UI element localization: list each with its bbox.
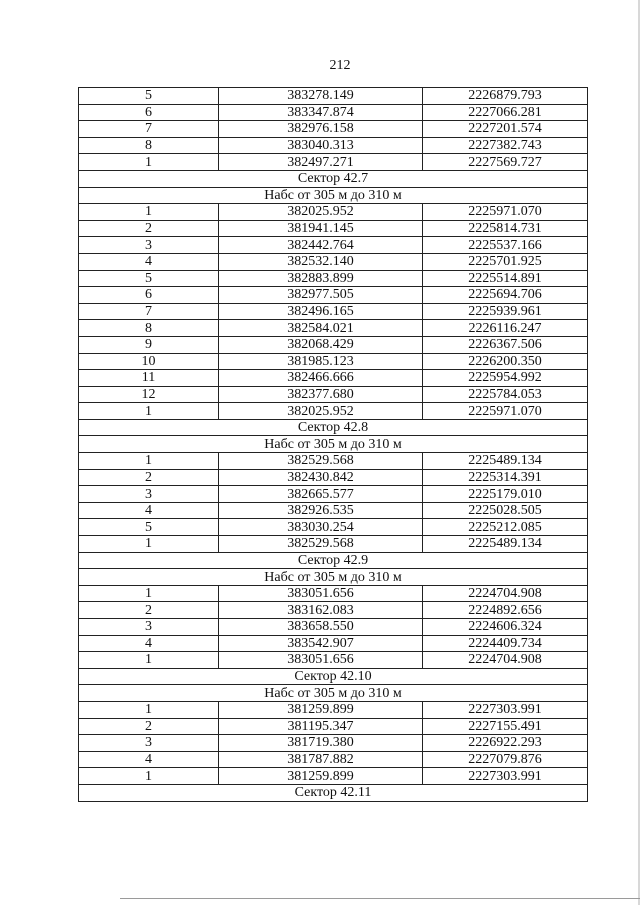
x-coordinate-cell: 382025.952	[219, 204, 423, 221]
coordinates-table	[78, 87, 588, 802]
table-row	[79, 204, 588, 221]
x-coordinate-cell: 382377.680	[219, 386, 423, 403]
sector-title: Сектор 42.8	[79, 419, 588, 436]
y-coordinate-cell: 2225028.505	[423, 502, 588, 519]
x-coordinate-cell: 382977.505	[219, 287, 423, 304]
x-coordinate-cell: 383040.313	[219, 137, 423, 154]
sector-height-row	[79, 187, 588, 204]
table-row	[79, 320, 588, 337]
page-number: 212	[329, 58, 351, 73]
sector-height-range: Набс от 305 м до 310 м	[79, 569, 588, 586]
y-coordinate-cell: 2227569.727	[423, 154, 588, 171]
table-row	[79, 336, 588, 353]
point-number-cell: 4	[79, 502, 219, 519]
y-coordinate-cell: 2226922.293	[423, 735, 588, 752]
table-row	[79, 453, 588, 470]
point-number-cell: 6	[79, 104, 219, 121]
scan-edge-bottom	[120, 898, 640, 899]
point-number-cell: 11	[79, 370, 219, 387]
point-number-cell: 7	[79, 121, 219, 138]
y-coordinate-cell: 2225971.070	[423, 403, 588, 420]
point-number-cell: 3	[79, 486, 219, 503]
point-number-cell: 3	[79, 237, 219, 254]
sector-title-row	[79, 552, 588, 569]
table-row	[79, 619, 588, 636]
point-number-cell: 9	[79, 336, 219, 353]
y-coordinate-cell: 2225701.925	[423, 253, 588, 270]
sector-title-row	[79, 784, 588, 801]
table-row	[79, 735, 588, 752]
point-number-cell: 1	[79, 154, 219, 171]
y-coordinate-cell: 2225694.706	[423, 287, 588, 304]
sector-title-row	[79, 668, 588, 685]
point-number-cell: 10	[79, 353, 219, 370]
point-number-cell: 1	[79, 453, 219, 470]
point-number-cell: 4	[79, 635, 219, 652]
x-coordinate-cell: 381719.380	[219, 735, 423, 752]
point-number-cell: 1	[79, 403, 219, 420]
point-number-cell: 1	[79, 652, 219, 669]
table-row	[79, 469, 588, 486]
y-coordinate-cell: 2224704.908	[423, 585, 588, 602]
point-number-cell: 2	[79, 469, 219, 486]
x-coordinate-cell: 383030.254	[219, 519, 423, 536]
x-coordinate-cell: 381259.899	[219, 701, 423, 718]
y-coordinate-cell: 2225971.070	[423, 204, 588, 221]
x-coordinate-cell: 381985.123	[219, 353, 423, 370]
y-coordinate-cell: 2225489.134	[423, 453, 588, 470]
table-row	[79, 154, 588, 171]
sector-height-range: Набс от 305 м до 310 м	[79, 685, 588, 702]
y-coordinate-cell: 2224892.656	[423, 602, 588, 619]
x-coordinate-cell: 381259.899	[219, 768, 423, 785]
table-row	[79, 370, 588, 387]
coordinates-table-body	[79, 88, 588, 802]
x-coordinate-cell: 382665.577	[219, 486, 423, 503]
point-number-cell: 2	[79, 602, 219, 619]
table-row	[79, 585, 588, 602]
point-number-cell: 5	[79, 270, 219, 287]
point-number-cell: 12	[79, 386, 219, 403]
x-coordinate-cell: 383658.550	[219, 619, 423, 636]
y-coordinate-cell: 2225489.134	[423, 536, 588, 553]
point-number-cell: 1	[79, 204, 219, 221]
sector-title: Сектор 42.11	[79, 784, 588, 801]
y-coordinate-cell: 2227201.574	[423, 121, 588, 138]
y-coordinate-cell: 2226879.793	[423, 88, 588, 105]
sector-height-row	[79, 569, 588, 586]
x-coordinate-cell: 382025.952	[219, 403, 423, 420]
table-row	[79, 237, 588, 254]
table-row	[79, 519, 588, 536]
point-number-cell: 8	[79, 137, 219, 154]
table-row	[79, 502, 588, 519]
y-coordinate-cell: 2227155.491	[423, 718, 588, 735]
sector-title: Сектор 42.9	[79, 552, 588, 569]
x-coordinate-cell: 383347.874	[219, 104, 423, 121]
table-row	[79, 253, 588, 270]
y-coordinate-cell: 2225814.731	[423, 220, 588, 237]
y-coordinate-cell: 2224704.908	[423, 652, 588, 669]
sector-height-range: Набс от 305 м до 310 м	[79, 436, 588, 453]
y-coordinate-cell: 2225954.992	[423, 370, 588, 387]
y-coordinate-cell: 2225939.961	[423, 303, 588, 320]
point-number-cell: 6	[79, 287, 219, 304]
x-coordinate-cell: 381787.882	[219, 751, 423, 768]
table-row	[79, 303, 588, 320]
point-number-cell: 8	[79, 320, 219, 337]
x-coordinate-cell: 382883.899	[219, 270, 423, 287]
sector-height-range: Набс от 305 м до 310 м	[79, 187, 588, 204]
point-number-cell: 3	[79, 735, 219, 752]
table-row	[79, 88, 588, 105]
x-coordinate-cell: 382926.535	[219, 502, 423, 519]
point-number-cell: 4	[79, 751, 219, 768]
x-coordinate-cell: 382976.158	[219, 121, 423, 138]
sector-title-row	[79, 419, 588, 436]
y-coordinate-cell: 2225514.891	[423, 270, 588, 287]
table-row	[79, 718, 588, 735]
table-row	[79, 386, 588, 403]
point-number-cell: 3	[79, 619, 219, 636]
y-coordinate-cell: 2227303.991	[423, 768, 588, 785]
table-row	[79, 287, 588, 304]
sector-title: Сектор 42.10	[79, 668, 588, 685]
table-row	[79, 403, 588, 420]
y-coordinate-cell: 2225537.166	[423, 237, 588, 254]
table-row	[79, 701, 588, 718]
point-number-cell: 2	[79, 220, 219, 237]
table-row	[79, 635, 588, 652]
table-row	[79, 121, 588, 138]
x-coordinate-cell: 383278.149	[219, 88, 423, 105]
point-number-cell: 2	[79, 718, 219, 735]
point-number-cell: 1	[79, 768, 219, 785]
x-coordinate-cell: 382430.842	[219, 469, 423, 486]
point-number-cell: 5	[79, 88, 219, 105]
x-coordinate-cell: 383051.656	[219, 652, 423, 669]
point-number-cell: 4	[79, 253, 219, 270]
y-coordinate-cell: 2225212.085	[423, 519, 588, 536]
point-number-cell: 1	[79, 701, 219, 718]
sector-title: Сектор 42.7	[79, 170, 588, 187]
x-coordinate-cell: 382496.165	[219, 303, 423, 320]
y-coordinate-cell: 2226200.350	[423, 353, 588, 370]
y-coordinate-cell: 2224606.324	[423, 619, 588, 636]
table-row	[79, 220, 588, 237]
point-number-cell: 1	[79, 585, 219, 602]
point-number-cell: 5	[79, 519, 219, 536]
y-coordinate-cell: 2225784.053	[423, 386, 588, 403]
x-coordinate-cell: 381195.347	[219, 718, 423, 735]
sector-height-row	[79, 685, 588, 702]
x-coordinate-cell: 382532.140	[219, 253, 423, 270]
x-coordinate-cell: 383051.656	[219, 585, 423, 602]
y-coordinate-cell: 2227066.281	[423, 104, 588, 121]
y-coordinate-cell: 2227382.743	[423, 137, 588, 154]
table-row	[79, 353, 588, 370]
point-number-cell: 1	[79, 536, 219, 553]
table-row	[79, 751, 588, 768]
table-row	[79, 602, 588, 619]
table-row	[79, 104, 588, 121]
table-row	[79, 652, 588, 669]
table-row	[79, 137, 588, 154]
table-row	[79, 270, 588, 287]
y-coordinate-cell: 2224409.734	[423, 635, 588, 652]
x-coordinate-cell: 382529.568	[219, 536, 423, 553]
table-row	[79, 768, 588, 785]
x-coordinate-cell: 382442.764	[219, 237, 423, 254]
x-coordinate-cell: 382584.021	[219, 320, 423, 337]
y-coordinate-cell: 2226116.247	[423, 320, 588, 337]
sector-height-row	[79, 436, 588, 453]
table-row	[79, 536, 588, 553]
x-coordinate-cell: 382497.271	[219, 154, 423, 171]
point-number-cell: 7	[79, 303, 219, 320]
y-coordinate-cell: 2225179.010	[423, 486, 588, 503]
y-coordinate-cell: 2226367.506	[423, 336, 588, 353]
x-coordinate-cell: 382068.429	[219, 336, 423, 353]
table-row	[79, 486, 588, 503]
x-coordinate-cell: 382529.568	[219, 453, 423, 470]
x-coordinate-cell: 383542.907	[219, 635, 423, 652]
y-coordinate-cell: 2227303.991	[423, 701, 588, 718]
x-coordinate-cell: 383162.083	[219, 602, 423, 619]
y-coordinate-cell: 2227079.876	[423, 751, 588, 768]
x-coordinate-cell: 381941.145	[219, 220, 423, 237]
y-coordinate-cell: 2225314.391	[423, 469, 588, 486]
x-coordinate-cell: 382466.666	[219, 370, 423, 387]
sector-title-row	[79, 170, 588, 187]
